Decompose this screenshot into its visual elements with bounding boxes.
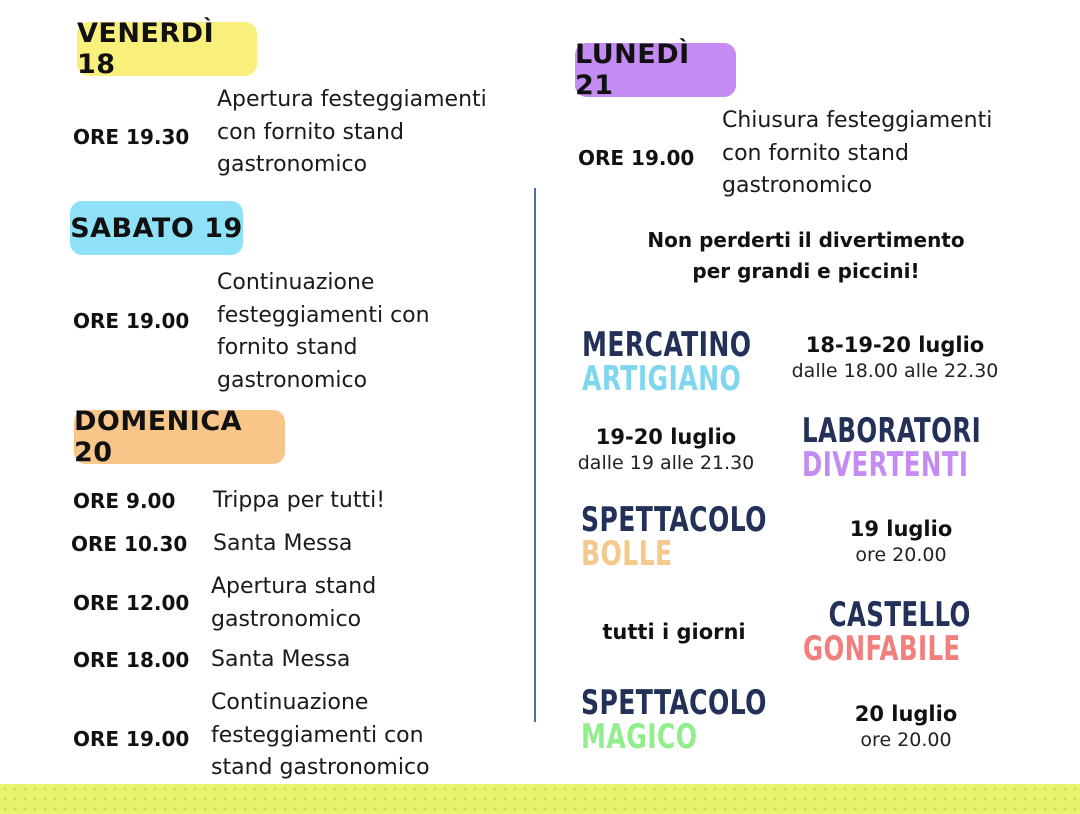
event-description: Continuazione festeggiamenti con fornito stand gastronomico [217,270,430,393]
event-description: Apertura festeggiamenti con fornito stand gastronomico [217,87,487,177]
day-label: VENERDÌ 18 [77,18,215,80]
event-time: ORE 19.00 [73,727,190,751]
activity-title-mercatino: MERCATINO ARTIGIANO [582,325,752,399]
activity-title-magico: SPETTACOLO MAGICO [581,683,767,757]
event-description: Apertura stand gastronomico [211,574,377,632]
day-label: SABATO 19 [70,212,243,244]
event-description: Santa Messa [213,531,353,556]
day-badge-domenica [74,406,285,468]
event-time: ORE 10.30 [71,532,188,556]
activity-title-bolle: SPETTACOLO BOLLE [581,500,767,574]
event-time: ORE 12.00 [73,591,190,615]
activity-date-laboratori: 19-20 luglio dalle 19 alle 21.30 [577,425,755,474]
activity-title-laboratori: LABORATORI DIVERTENTI [802,411,982,485]
event-description: Continuazione festeggiamenti con stand gastronomico [211,690,430,780]
event-time: ORE 19.00 [578,146,695,170]
event-description: Trippa per tutti! [213,488,386,513]
day-label: DOMENICA 20 [74,406,243,468]
dotted-footer-band [0,784,1080,814]
event-time: ORE 9.00 [73,489,176,513]
day-badge-venerdi [77,18,257,80]
column-divider [534,188,536,722]
activity-date-gonfiabile: tutti i giorni [602,620,746,644]
activity-date-mercatino: 18-19-20 luglio dalle 18.00 alle 22.30 [791,333,999,382]
event-time: ORE 19.00 [73,309,190,333]
day-badge-sabato [70,201,243,255]
day-label: LUNEDÌ 21 [575,39,690,101]
event-time: ORE 19.30 [73,125,190,149]
activity-date-bolle: 19 luglio ore 20.00 [849,517,953,566]
event-time: ORE 18.00 [73,648,190,672]
event-description: Santa Messa [211,647,351,672]
day-badge-lunedi [575,39,736,101]
activity-date-magico: 20 luglio ore 20.00 [854,702,958,751]
activity-title-gonfiabile: CASTELLO GONFABILE [803,595,971,669]
activities-headline: Non perderti il divertimento per grandi e piccini! [647,228,965,283]
event-description: Chiusura festeggiamenti con fornito stand gastronomico [722,108,993,198]
